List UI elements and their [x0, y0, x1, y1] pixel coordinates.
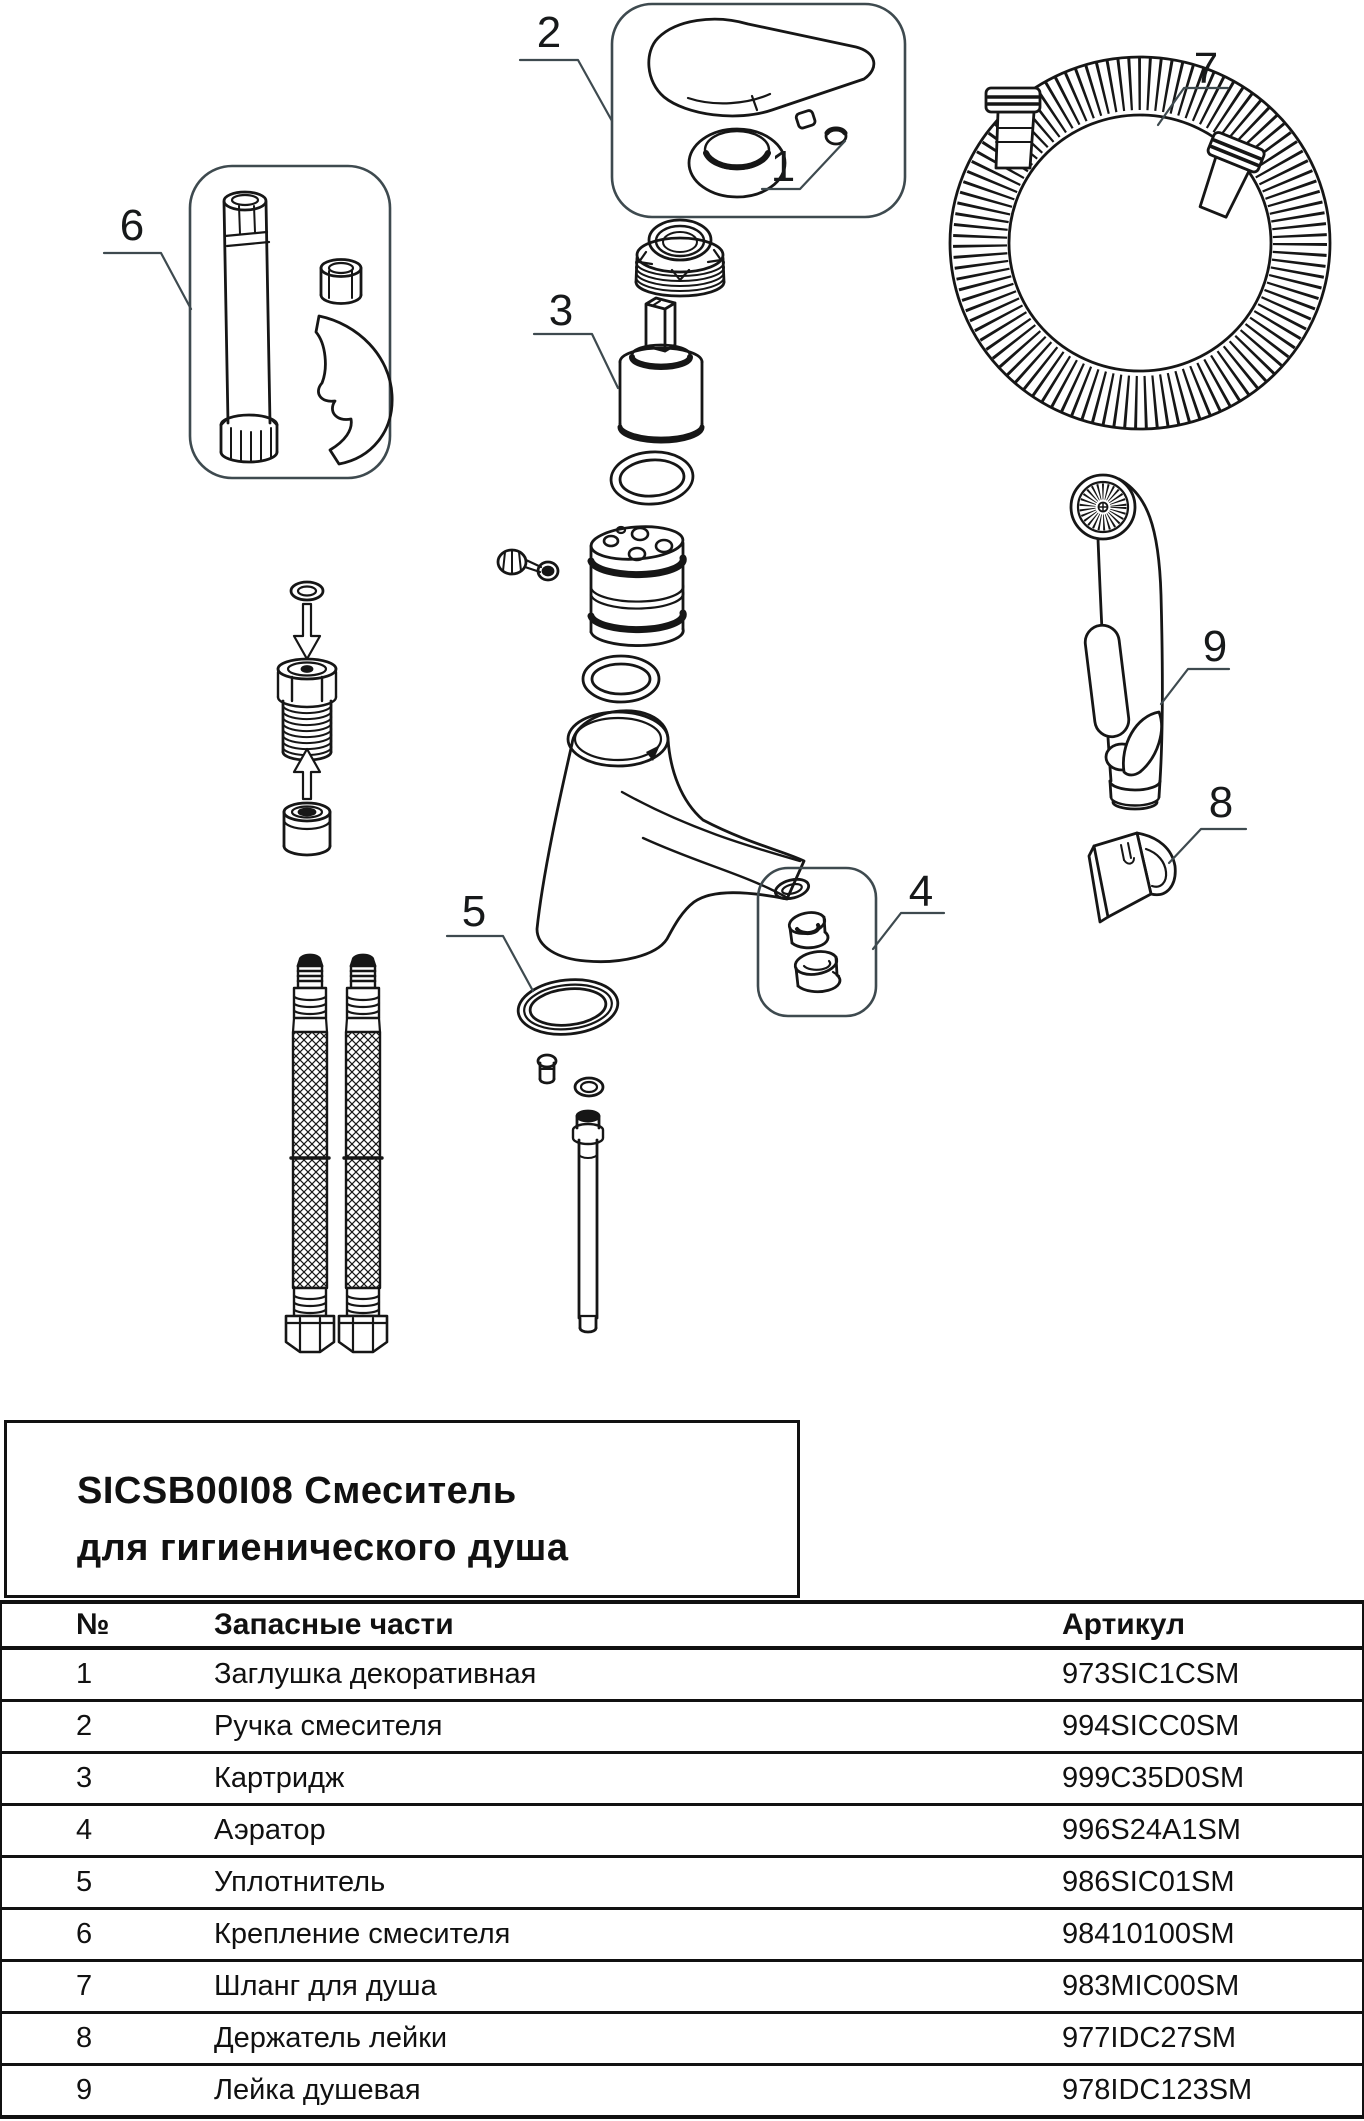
row-part: Шланг для душа — [214, 1970, 437, 2002]
callout-8: 8 — [1208, 778, 1234, 827]
row-part: Аэратор — [214, 1814, 326, 1846]
row-article: 978IDC123SM — [1062, 2074, 1253, 2106]
spare-parts-table — [0, 1600, 1364, 2119]
handle-drawing — [649, 19, 874, 116]
table-row — [2, 2066, 1362, 2115]
cartridge-base-drawing — [590, 524, 684, 646]
o-ring-mid-drawing — [583, 656, 659, 702]
row-article: 994SICC0SM — [1062, 1710, 1240, 1742]
handle-group-box — [612, 4, 905, 217]
table-row — [2, 1858, 1362, 1910]
aerator-drawing — [773, 876, 840, 992]
retainer-nut-drawing — [636, 220, 724, 296]
cartridge-drawing — [620, 298, 702, 442]
row-part: Заглушка декоративная — [214, 1658, 537, 1690]
row-number: 6 — [76, 1918, 93, 1950]
callout-9: 9 — [1202, 622, 1228, 671]
mount-nut-drawing — [321, 260, 361, 304]
mounting-stud-drawing — [573, 1111, 603, 1332]
side-screw-drawing — [498, 550, 558, 580]
product-title-box — [4, 1420, 800, 1598]
row-part: Уплотнитель — [214, 1866, 386, 1898]
row-article: 983MIC00SM — [1062, 1970, 1240, 2002]
callout-2: 2 — [536, 8, 562, 57]
row-number: 8 — [76, 2022, 93, 2054]
row-part: Держатель лейки — [214, 2022, 448, 2054]
row-number: 7 — [76, 1970, 93, 2002]
row-number: 2 — [76, 1710, 93, 1742]
faucet-body-drawing — [537, 711, 804, 962]
header-number: № — [76, 1608, 110, 1641]
table-row — [2, 1806, 1362, 1858]
row-article: 999C35D0SM — [1062, 1762, 1245, 1794]
callout-7: 7 — [1193, 44, 1219, 93]
row-number: 5 — [76, 1866, 93, 1898]
small-screw-drawing — [538, 1055, 556, 1083]
table-row — [2, 1754, 1362, 1806]
o-ring-upper-drawing — [609, 449, 694, 507]
decor-plug-drawing — [795, 110, 846, 144]
seal-ring-drawing — [515, 975, 620, 1039]
mount-clamp-drawing — [316, 316, 392, 464]
callout-5: 5 — [461, 887, 487, 936]
row-article: 98410100SM — [1062, 1918, 1235, 1950]
row-number: 9 — [76, 2074, 93, 2106]
mount-stud-drawing — [221, 192, 277, 462]
shower-hose-drawing — [950, 57, 1330, 429]
row-part: Ручка смесителя — [214, 1710, 443, 1742]
table-row — [2, 1962, 1362, 2014]
row-number: 4 — [76, 1814, 93, 1846]
shower-holder-drawing — [1089, 833, 1175, 922]
table-row — [2, 1650, 1362, 1702]
callout-6: 6 — [119, 201, 145, 250]
supply-hose-right-drawing — [339, 955, 387, 1352]
table-row — [2, 1702, 1362, 1754]
callout-4: 4 — [908, 867, 934, 916]
product-title-line1: SICSB00I08 Смеситель — [77, 1470, 517, 1512]
supply-hose-left-drawing — [286, 955, 334, 1352]
header-article: Артикул — [1062, 1608, 1186, 1641]
row-article: 973SIC1CSM — [1062, 1658, 1240, 1690]
product-title-line2: для гигиенического душа — [77, 1527, 569, 1569]
table-row — [2, 1910, 1362, 1962]
hand-shower-drawing — [1071, 475, 1162, 809]
tiny-o-ring-drawing — [575, 1078, 603, 1096]
row-number: 3 — [76, 1762, 93, 1794]
row-article: 977IDC27SM — [1062, 2022, 1237, 2054]
row-article: 996S24A1SM — [1062, 1814, 1241, 1846]
header-part: Запасные части — [214, 1608, 454, 1641]
row-part: Лейка душевая — [214, 2074, 421, 2106]
callout-3: 3 — [548, 286, 574, 335]
table-header-row — [2, 1604, 1362, 1650]
row-part: Крепление смесителя — [214, 1918, 511, 1950]
table-row — [2, 2014, 1362, 2066]
row-part: Картридж — [214, 1762, 345, 1794]
check-valve-drawing — [278, 582, 336, 855]
row-number: 1 — [76, 1658, 93, 1690]
row-article: 986SIC01SM — [1062, 1866, 1235, 1898]
callout-1: 1 — [770, 142, 796, 191]
